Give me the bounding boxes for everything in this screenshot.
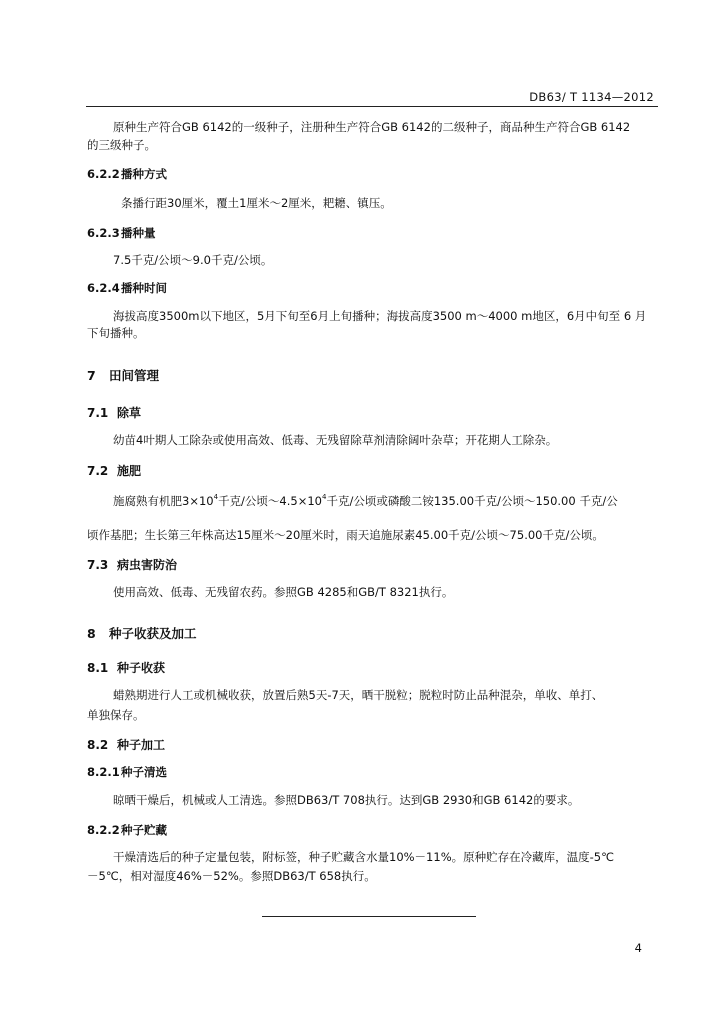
heading-8-2: 8.2 种子加工	[87, 738, 166, 752]
heading-6-2-2: 6.2.2播种方式	[87, 167, 167, 181]
paragraph-seed-grade-line2: 的三级种子。	[87, 138, 156, 152]
heading-7-3: 7.3 病虫害防治	[87, 558, 178, 572]
heading-section-7: 7 田间管理	[87, 368, 160, 383]
paragraph-seed-grade-line1: 原种生产符合GB 6142的一级种子，注册种生产符合GB 6142的二级种子，商品种生产符合GB 6142	[113, 120, 631, 134]
paragraph-weeding: 幼苗4叶期人工除杂或使用高效、低毒、无残留除草剂清除阔叶杂草；开花期人工除杂。	[113, 433, 558, 447]
paragraph-fertilizer-line1: 施腐熟有机肥$3\times 10^4$千克/公顷$\sim 4.5\times 10^4$千克/公顷或磷酸二铵135.00千克/公顷～150.00 千克/公	[113, 493, 618, 508]
paragraph-storage-line1: 干燥清选后的种子定量包装，附标签，种子贮藏含水量10%－11%。原种贮存在冷藏库，温度-5℃	[113, 850, 614, 864]
page-number: 4	[634, 941, 642, 955]
paragraph-sow-method: 条播行距30厘米，覆土1厘米～2厘米，耙耱、镇压。	[121, 196, 392, 210]
heading-8-2-1: 8.2.1种子清选	[87, 765, 167, 779]
end-rule	[262, 916, 476, 917]
document-code: DB63/ T 1134—2012	[529, 90, 654, 104]
paragraph-harvest-line2: 单独保存。	[87, 708, 145, 722]
paragraph-sow-rate: 7.5千克/公顷～9.0千克/公顷。	[113, 253, 273, 267]
heading-7-2: 7.2 施肥	[87, 464, 142, 478]
heading-8-1: 8.1 种子收获	[87, 661, 166, 675]
heading-6-2-3: 6.2.3播种量	[87, 226, 156, 240]
heading-8-2-2: 8.2.2种子贮藏	[87, 823, 167, 837]
header-rule	[86, 106, 658, 107]
paragraph-cleaning: 晾晒干燥后，机械或人工清选。参照DB63/T 708执行。达到GB 2930和GB 6142的要求。	[113, 793, 580, 807]
paragraph-sow-time-line2: 下旬播种。	[87, 326, 145, 340]
paragraph-pest-control: 使用高效、低毒、无残留农药。参照GB 4285和GB/T 8321执行。	[113, 585, 454, 599]
heading-section-8: 8 种子收获及加工	[87, 626, 197, 641]
heading-6-2-4: 6.2.4播种时间	[87, 281, 167, 295]
paragraph-sow-time-line1: 海拔高度3500m以下地区，5月下旬至6月上旬播种；海拔高度3500 m～4000 m地区，6月中旬至 6 月	[113, 309, 647, 323]
paragraph-harvest-line1: 蜡熟期进行人工或机械收获，放置后熟5天-7天，晒干脱粒；脱粒时防止品种混杂，单收、单打、	[113, 688, 604, 702]
heading-7-1: 7.1 除草	[87, 406, 142, 420]
paragraph-fertilizer-line2: 顷作基肥；生长第三年株高达15厘米～20厘米时，雨天追施尿素45.00千克/公顷～75.00千克/公顷。	[87, 528, 604, 542]
paragraph-storage-line2: －5℃，相对湿度46%－52%。参照DB63/T 658执行。	[87, 869, 376, 883]
